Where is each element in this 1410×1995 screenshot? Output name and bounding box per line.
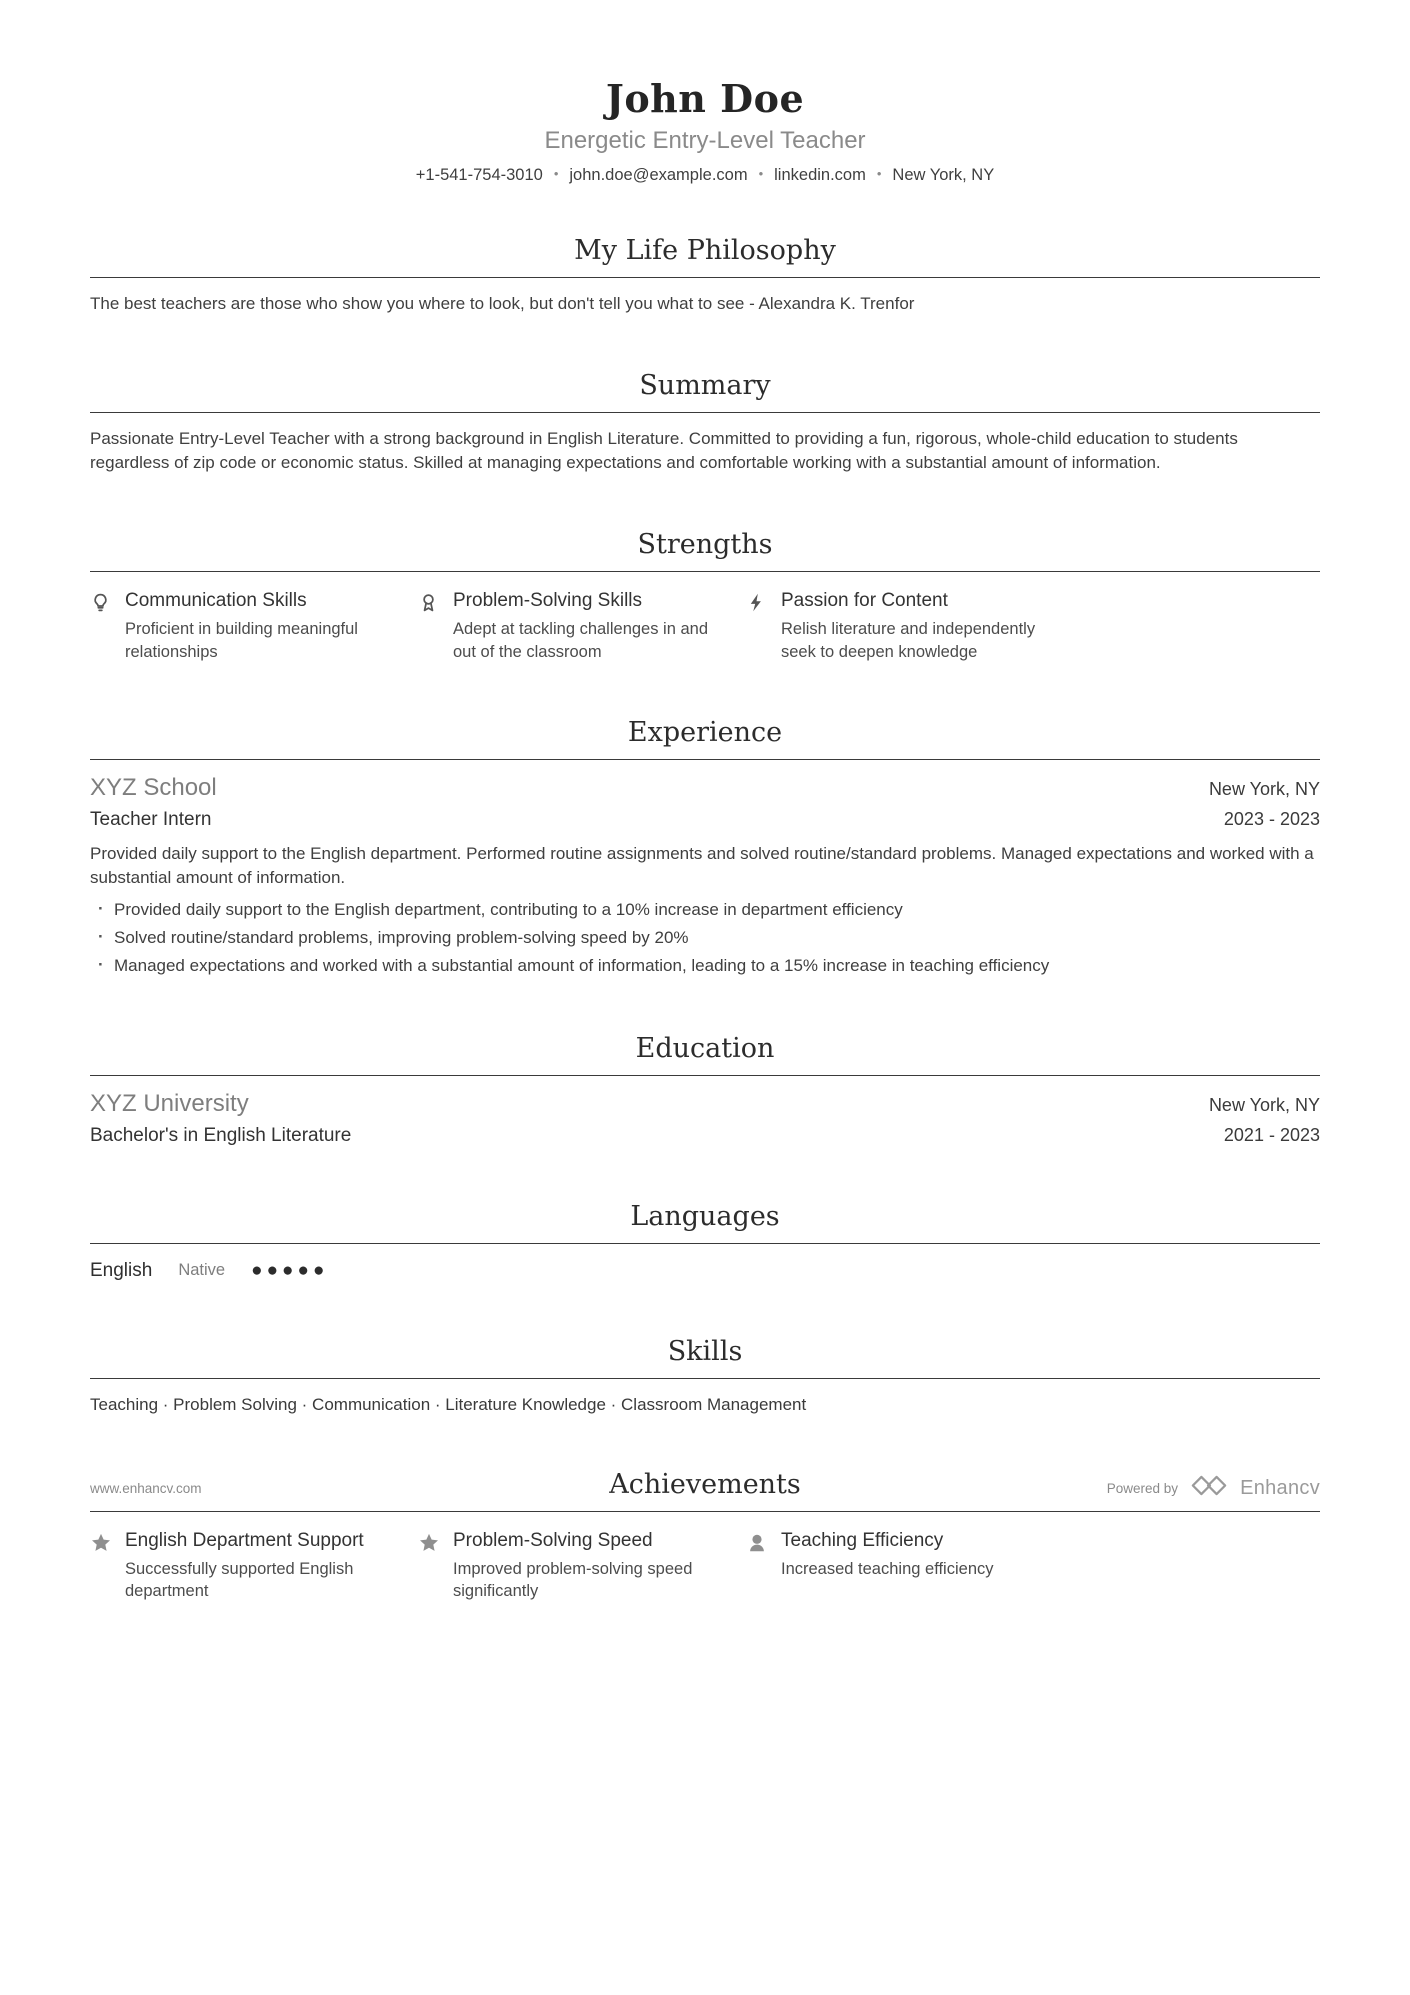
strength-body — [125, 590, 392, 663]
section-heading-achievements: Achievements — [90, 1469, 1320, 1512]
section-experience — [90, 717, 1320, 979]
contact-separator: • — [876, 166, 882, 181]
contact-phone: +1-541-754-3010 — [415, 166, 543, 184]
language-level: Native — [178, 1261, 226, 1280]
experience-description: Provided daily support to the English department. Performed routine assignments and solved routine/standard problems. Managed expectations and worked with a substantial amount of information. — [90, 843, 1314, 888]
strength-desc: Relish literature and independently seek to deepen knowledge — [781, 620, 1036, 661]
job-title: Energetic Entry-Level Teacher — [544, 127, 866, 154]
language-proficiency-dots: ●●●●● — [251, 1259, 329, 1281]
section-education — [90, 1033, 1320, 1147]
section-strengths — [90, 529, 1320, 663]
strengths-grid — [90, 590, 1320, 663]
strength-desc: Adept at tackling challenges in and out of the classroom — [453, 620, 709, 661]
strength-body — [781, 590, 1048, 663]
section-heading-skills: Skills — [90, 1336, 1320, 1379]
contact-email: john.doe@example.com — [569, 166, 748, 184]
enhancv-logo-icon — [1190, 1474, 1228, 1502]
contact-separator: • — [758, 166, 764, 181]
brand-name: Enhancv — [1240, 1476, 1320, 1499]
role-title: Teacher Intern — [90, 808, 212, 830]
achievement-body — [453, 1530, 720, 1603]
medal-icon — [418, 590, 440, 663]
section-summary — [90, 370, 1320, 475]
achievement-desc: Improved problem-solving speed significantly — [453, 1559, 693, 1600]
experience-bullet: · Managed expectations and worked with a substantial amount of information, leading to a 15% increase in teaching efficiency — [90, 954, 1320, 978]
star-icon — [418, 1530, 440, 1603]
strength-desc: Proficient in building meaningful relationships — [125, 620, 358, 661]
section-languages — [90, 1201, 1320, 1282]
achievement-desc: Increased teaching efficiency — [781, 1559, 994, 1578]
education-dates: 2021 - 2023 — [1223, 1124, 1320, 1145]
strength-item — [746, 590, 1074, 663]
company-location: New York, NY — [1208, 778, 1320, 799]
contact-line — [90, 166, 1320, 185]
language-name: English — [90, 1259, 153, 1281]
strength-title: Passion for Content — [781, 590, 948, 612]
achievements-grid — [90, 1530, 1320, 1603]
company-name: XYZ School — [90, 773, 217, 801]
strength-body — [453, 590, 720, 663]
strength-title: Communication Skills — [125, 590, 307, 612]
section-heading-education: Education — [90, 1033, 1320, 1076]
achievement-body — [125, 1530, 392, 1603]
philosophy-text: The best teachers are those who show you where to look, but don't tell you what to see - Alexandra K. Trenfor — [90, 294, 915, 313]
experience-bullet: · Solved routine/standard problems, improving problem-solving speed by 20% — [90, 926, 1320, 950]
page-footer — [90, 1474, 1320, 1502]
person-icon — [746, 1530, 768, 1603]
experience-entry — [90, 774, 1320, 979]
section-skills — [90, 1336, 1320, 1415]
section-heading-philosophy: My Life Philosophy — [90, 235, 1320, 278]
star-icon — [90, 1530, 112, 1603]
achievement-body — [781, 1530, 994, 1603]
strength-item — [90, 590, 418, 663]
person-name: John Doe — [605, 76, 805, 121]
achievement-item — [418, 1530, 746, 1603]
skills-list: Teaching · Problem Solving · Communication · Literature Knowledge · Classroom Management — [90, 1394, 807, 1414]
achievement-title: Problem-Solving Speed — [453, 1529, 653, 1551]
footer-website-link: www.enhancv.com — [90, 1480, 202, 1496]
school-location: New York, NY — [1208, 1094, 1320, 1115]
strength-item — [418, 590, 746, 663]
contact-linkedin: linkedin.com — [774, 166, 866, 184]
achievement-title: Teaching Efficiency — [781, 1529, 944, 1551]
achievement-item — [746, 1530, 1074, 1603]
resume-header — [90, 76, 1320, 185]
contact-separator: • — [553, 166, 559, 181]
strength-title: Problem-Solving Skills — [453, 590, 643, 612]
experience-bullets — [90, 898, 1320, 978]
school-name: XYZ University — [90, 1089, 249, 1117]
section-philosophy — [90, 235, 1320, 316]
section-heading-strengths: Strengths — [90, 529, 1320, 572]
section-heading-summary: Summary — [90, 370, 1320, 413]
language-row — [90, 1260, 1320, 1282]
powered-by-label: Powered by — [1106, 1480, 1179, 1496]
bolt-icon — [746, 590, 768, 663]
degree-title: Bachelor's in English Literature — [90, 1124, 352, 1146]
summary-text: Passionate Entry-Level Teacher with a strong background in English Literature. Committed to providing a fun, rigorous, whole-child education to students regardless of zip code or economic status. Skilled at managing expectations and comfortable working with a substantial amount of information. — [90, 429, 1238, 473]
footer-branding — [1107, 1474, 1320, 1502]
achievement-title: English Department Support — [125, 1529, 364, 1551]
achievement-desc: Successfully supported English department — [125, 1559, 354, 1600]
experience-bullet: · Provided daily support to the English department, contributing to a 10% increase in department efficiency — [90, 898, 1320, 922]
section-heading-languages: Languages — [90, 1201, 1320, 1244]
lightbulb-icon — [90, 590, 112, 663]
section-heading-experience: Experience — [90, 717, 1320, 760]
role-dates: 2023 - 2023 — [1223, 808, 1320, 829]
education-entry — [90, 1090, 1320, 1147]
contact-location: New York, NY — [892, 166, 995, 184]
achievement-item — [90, 1530, 418, 1603]
